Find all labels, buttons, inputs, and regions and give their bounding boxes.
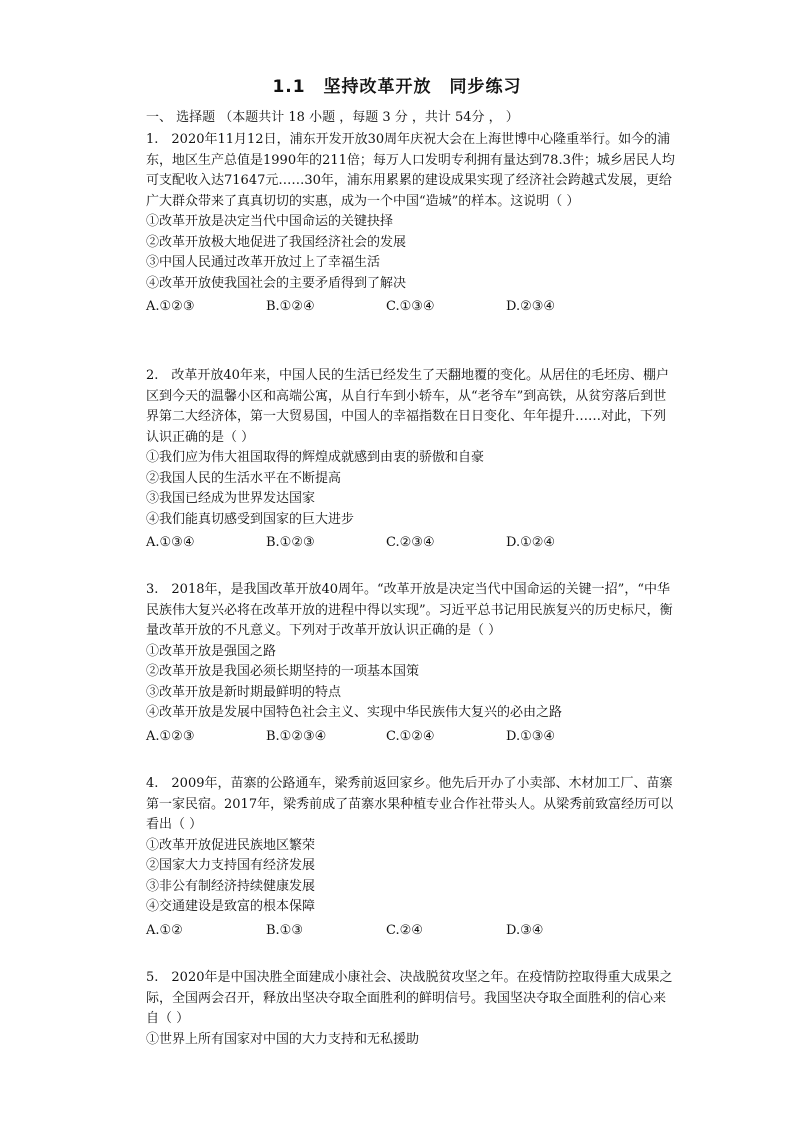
choice-b: B.①②③	[266, 535, 315, 550]
choice-b: B.①③	[266, 922, 303, 938]
section-heading: 一、 选择题 （本题共计 18 小题 ，每题 3 分 ，共计 54分 ， ）	[146, 110, 519, 125]
page-title: 1.1 坚持改革开放 同步练习	[272, 77, 522, 97]
question-stem: 2. 改革开放40年来，中国人民的生活已经发生了天翻地覆的变化。从居住的毛坯房、棚户区到今天的温馨小区和高端公寓，从自行车到小轿车，从“老爷车”到高铁，从贫穷落后到世界第二大经济体，第一大贸易国，中国人的幸福指数在日日变化、年年提升……对此，下列认识正确的是（ ）	[146, 368, 669, 445]
statement-item: ①我们应为伟大祖国取得的辉煌成就感到由衷的骄傲和自豪	[146, 450, 485, 465]
statement-item: ④改革开放是发展中国特色社会主义、实现中华民族伟大复兴的必由之路	[146, 705, 563, 720]
choice-b: B.①②③④	[266, 728, 327, 744]
statement-item: ①世界上所有国家对中国的大力支持和无私援助	[146, 1031, 420, 1047]
choice-a: A.①②③	[146, 299, 195, 314]
question-3	[146, 580, 676, 747]
choice-b: B.①②④	[266, 299, 315, 314]
question-1	[146, 130, 676, 318]
statement-item: ④交通建设是致富的根本保障	[146, 899, 316, 914]
question-stem: 3. 2018年，是我国改革开放40周年。“改革开放是决定当代中国命运的关键一招”，“中华民族伟大复兴必将在改革开放的进程中得以实现”。习近平总书记用民族复兴的历史标尺，衡量改革开放的不凡意义。下列对于改革开放认识正确的是（ ）	[146, 582, 673, 638]
statement-item: ③改革开放是新时期最鲜明的特点	[146, 684, 342, 700]
statement-item: ①改革开放是强国之路	[146, 643, 277, 659]
question-5	[146, 968, 676, 1050]
statement-item: ②改革开放是我国必须长期坚持的一项基本国策	[146, 664, 420, 679]
statement-item: ②我国人民的生活水平在不断提高	[146, 470, 342, 486]
choice-c: C.②④	[386, 922, 423, 938]
question-4	[146, 774, 676, 941]
choice-d: D.①②④	[506, 535, 556, 550]
answer-choices	[146, 297, 676, 318]
choice-a: A.①②	[146, 922, 183, 938]
statement-item: ③中国人民通过改革开放过上了幸福生活	[146, 255, 381, 270]
question-2	[146, 366, 676, 554]
answer-choices	[146, 533, 676, 554]
statement-item: ①改革开放促进民族地区繁荣	[146, 837, 316, 853]
question-stem: 5. 2020年是中国决胜全面建成小康社会、决战脱贫攻坚之年。在疫情防控取得重大成果之际，全国两会召开，释放出坚决夺取全面胜利的鲜明信号。我国坚决夺取全面胜利的信心来自（ ）	[146, 970, 673, 1026]
choice-a: A.①③④	[146, 535, 195, 550]
statement-item: ④改革开放使我国社会的主要矛盾得到了解决	[146, 275, 407, 291]
question-stem: 1. 2020年11月12日，浦东开发开放30周年庆祝大会在上海世博中心隆重举行。如今的浦东，地区生产总值是1990年的211倍；每万人口发明专利拥有量达到78.3件；城乡居民人均可支配收入达71647元……30年，浦东用累累的建设成果实现了经济社会跨越式发展，更给广大群众带来了真真切切的实惠，成为一个中国“造城”的样本。这说明（ ）	[146, 132, 675, 209]
choice-a: A.①②③	[146, 728, 195, 744]
choice-c: C.①③④	[386, 299, 435, 314]
choice-d: D.③④	[506, 922, 544, 938]
choice-c: C.①②④	[386, 728, 435, 744]
statement-item: ③我国已经成为世界发达国家	[146, 491, 316, 506]
question-stem: 4. 2009年，苗寨的公路通车，梁秀前返回家乡。他先后开办了小卖部、木材加工厂、苗寨第一家民宿。2017年，梁秀前成了苗寨水果种植专业合作社带头人。从梁秀前致富经历可以看出（ ）	[146, 776, 674, 832]
answer-choices	[146, 727, 676, 748]
statement-item: ④我们能真切感受到国家的巨大进步	[146, 511, 355, 527]
answer-choices	[146, 921, 676, 942]
statement-item: ③非公有制经济持续健康发展	[146, 878, 316, 894]
choice-d: D.②③④	[506, 299, 556, 314]
statement-item: ②国家大力支持国有经济发展	[146, 858, 316, 873]
statement-item: ②改革开放极大地促进了我国经济社会的发展	[146, 234, 407, 250]
choice-d: D.①③④	[506, 728, 556, 744]
choice-c: C.②③④	[386, 535, 435, 550]
statement-item: ①改革开放是决定当代中国命运的关键抉择	[146, 214, 394, 229]
